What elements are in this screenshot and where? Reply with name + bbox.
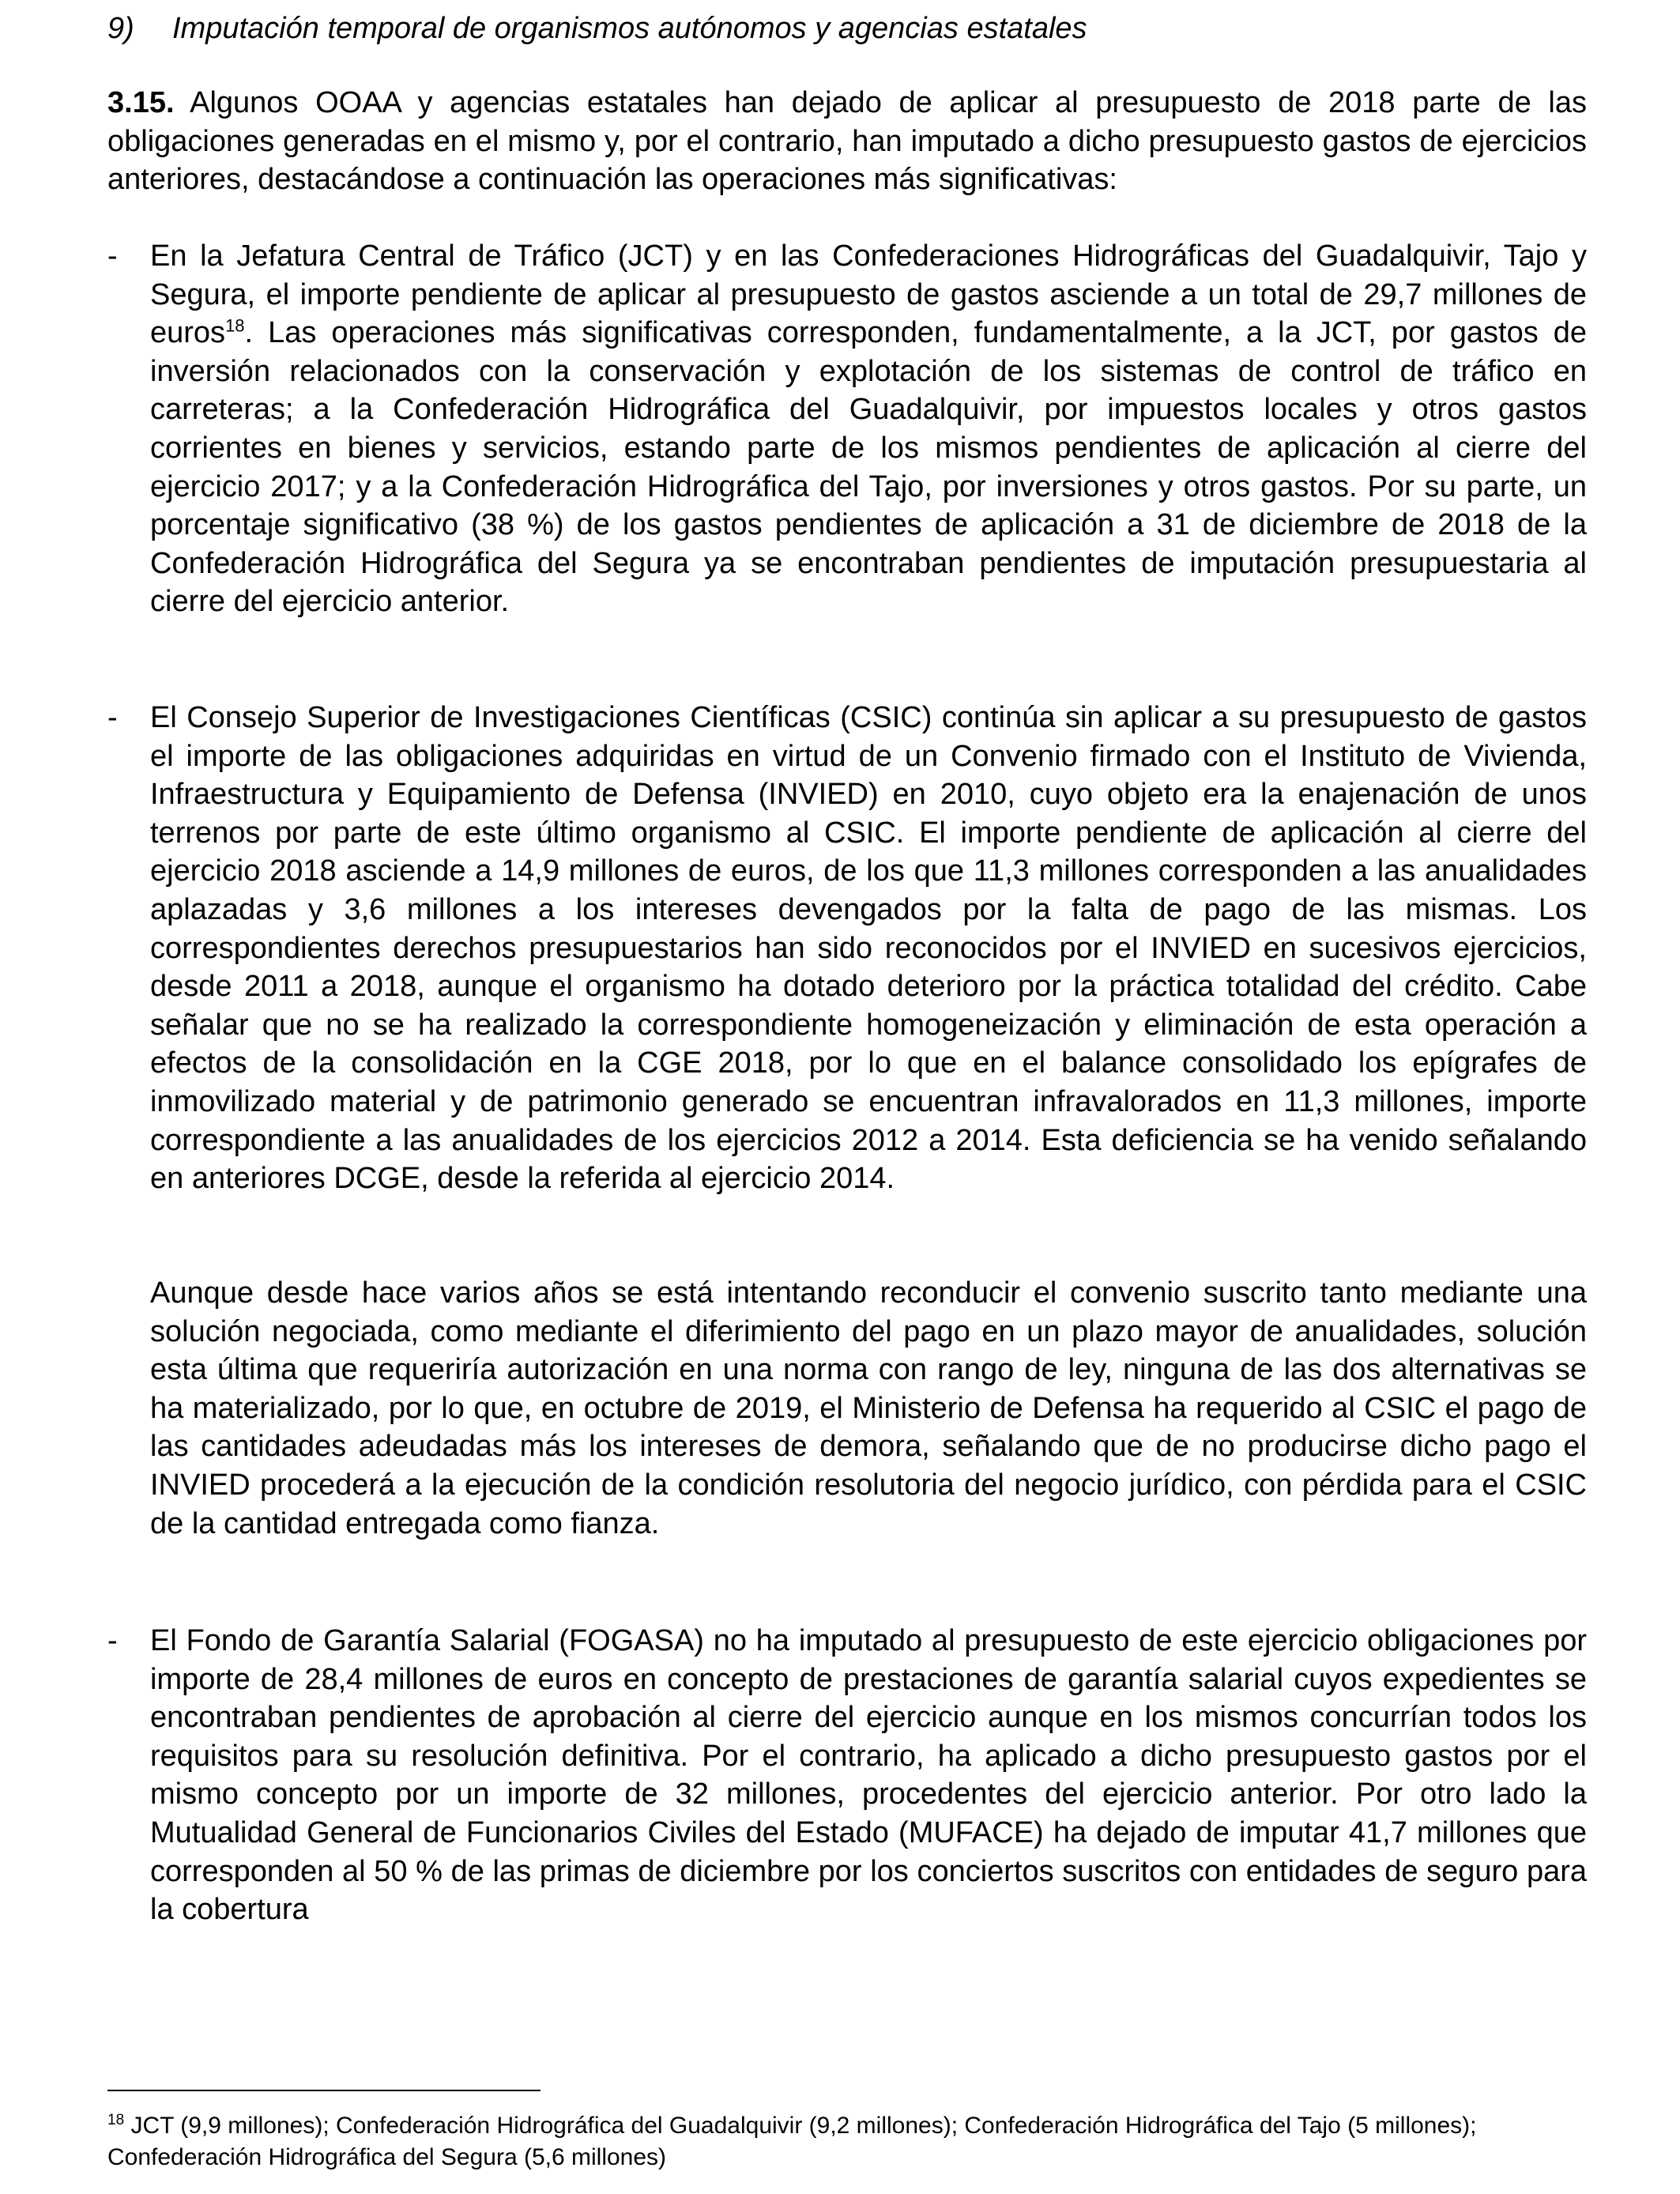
footnote-text: JCT (9,9 millones); Confederación Hidrográfica del Guadalquivir (9,2 millones); Confederación Hidrográfica del Tajo (5 millones); Confederación Hidrográfica del Segura (5,6 millones) [107,2113,1477,2170]
footnote [107,2110,1587,2173]
bullet-dash-3: - [107,1624,118,1657]
bullet-item-fogasa: El Fondo de Garantía Salarial (FOGASA) no ha imputado al presupuesto de este ejercicio obligaciones por importe de 28,4 millones de euros en concepto de prestaciones de garantía salarial cuyos expedientes se encontraban pendientes de aprobación al cierre del ejercicio aunque en los mismos concurrían todos los requisitos para su resolución definitiva. Por el contrario, ha aplicado a dicho presupuesto gastos por el mismo concepto por un importe de 32 millones, procedentes del ejercicio anterior. Por otro lado la Mutualidad General de Funcionarios Civiles del Estado (MUFACE) ha dejado de imputar 41,7 millones que corresponden al 50 % de las primas de diciembre por los conciertos suscritos con entidades de seguro para la cobertura [150,1624,1587,1927]
bullet-item-jct-text-2: . Las operaciones más significativas corresponden, fundamentalmente, a la JCT, por gastos de inversión relacionados con la conservación y explotación de los sistemas de control de tráfico en carreteras; a la Confederación Hidrográfica del Guadalquivir, por impuestos locales y otros gastos corrientes en bienes y servicios, estando parte de los mismos pendientes de aplicación al cierre del ejercicio 2017; y a la Confederación Hidrográfica del Tajo, por inversiones y otros gastos. Por su parte, un porcentaje significativo (38 %) de los gastos pendientes de aplicación a 31 de diciembre de 2018 de la Confederación Hidrográfica del Segura ya se encontraban pendientes de imputación presupuestaria al cierre del ejercicio anterior. [150,316,1587,619]
bullet-dash-1: - [107,239,118,273]
section-heading [107,9,1087,47]
bullet-item-jct [150,237,1587,621]
section-number: 9) [107,12,134,45]
section-title: Imputación temporal de organismos autónomos y agencias estatales [172,12,1087,45]
intro-text: Algunos OOAA y agencias estatales han dejado de aplicar al presupuesto de 2018 parte de las obligaciones generadas en el mismo y, por el contrario, han imputado a dicho presupuesto gastos de ejercicios anteriores, destacándose a continuación las operaciones más significativas: [107,86,1587,197]
intro-paragraph [107,84,1587,199]
bullet-dash-2: - [107,701,118,734]
bullet-item-csic: El Consejo Superior de Investigaciones Científicas (CSIC) continúa sin aplicar a su presupuesto de gastos el importe de las obligaciones adquiridas en virtud de un Convenio firmado con el Instituto de Vivienda, Infraestructura y Equipamiento de Defensa (INVIED) en 2010, cuyo objeto era la enajenación de unos terrenos por parte de este último organismo al CSIC. El importe pendiente de aplicación al cierre del ejercicio 2018 asciende a 14,9 millones de euros, de los que 11,3 millones corresponden a las anualidades aplazadas y 3,6 millones a los intereses devengados por la falta de pago de las mismas. Los correspondientes derechos presupuestarios han sido reconocidos por el INVIED en sucesivos ejercicios, desde 2011 a 2018, aunque el organismo ha dotado deterioro por la práctica totalidad del crédito. Cabe señalar que no se ha realizado la correspondiente homogeneización y eliminación de esta operación a efectos de la consolidación en la CGE 2018, por lo que en el balance consolidado los epígrafes de inmovilizado material y de patrimonio generado se encuentran infravalorados en 11,3 millones, importe correspondiente a las anualidades de los ejercicios 2012 a 2014. Esta deficiencia se ha venido señalando en anteriores DCGE, desde la referida al ejercicio 2014. [150,701,1587,1196]
paragraph-label: 3.15. [107,86,175,119]
bullet-item-csic-continuation: Aunque desde hace varios años se está intentando reconducir el convenio suscrito tanto mediante una solución negociada, como mediante el diferimiento del pago en un plazo mayor de anualidades, solución esta última que requeriría autorización en una norma con rango de ley, ninguna de las dos alternativas se ha materializado, por lo que, en octubre de 2019, el Ministerio de Defensa ha requerido al CSIC el pago de las cantidades adeudadas más los intereses de demora, señalando que de no producirse dicho pago el INVIED procederá a la ejecución de la condición resolutoria del negocio jurídico, con pérdida para el CSIC de la cantidad entregada como fianza. [150,1276,1587,1540]
footnote-number: 18 [107,2112,125,2128]
footnote-reference[interactable]: 18 [225,315,245,336]
bullet-item-jct-text-1: En la Jefatura Central de Tráfico (JCT) y en las Confederaciones Hidrográficas del Guadalquivir, Tajo y Segura, el importe pendiente de aplicar al presupuesto de gastos asciende a un total de 29,7 millones de euros [150,239,1587,350]
footnote-divider [107,2090,541,2091]
